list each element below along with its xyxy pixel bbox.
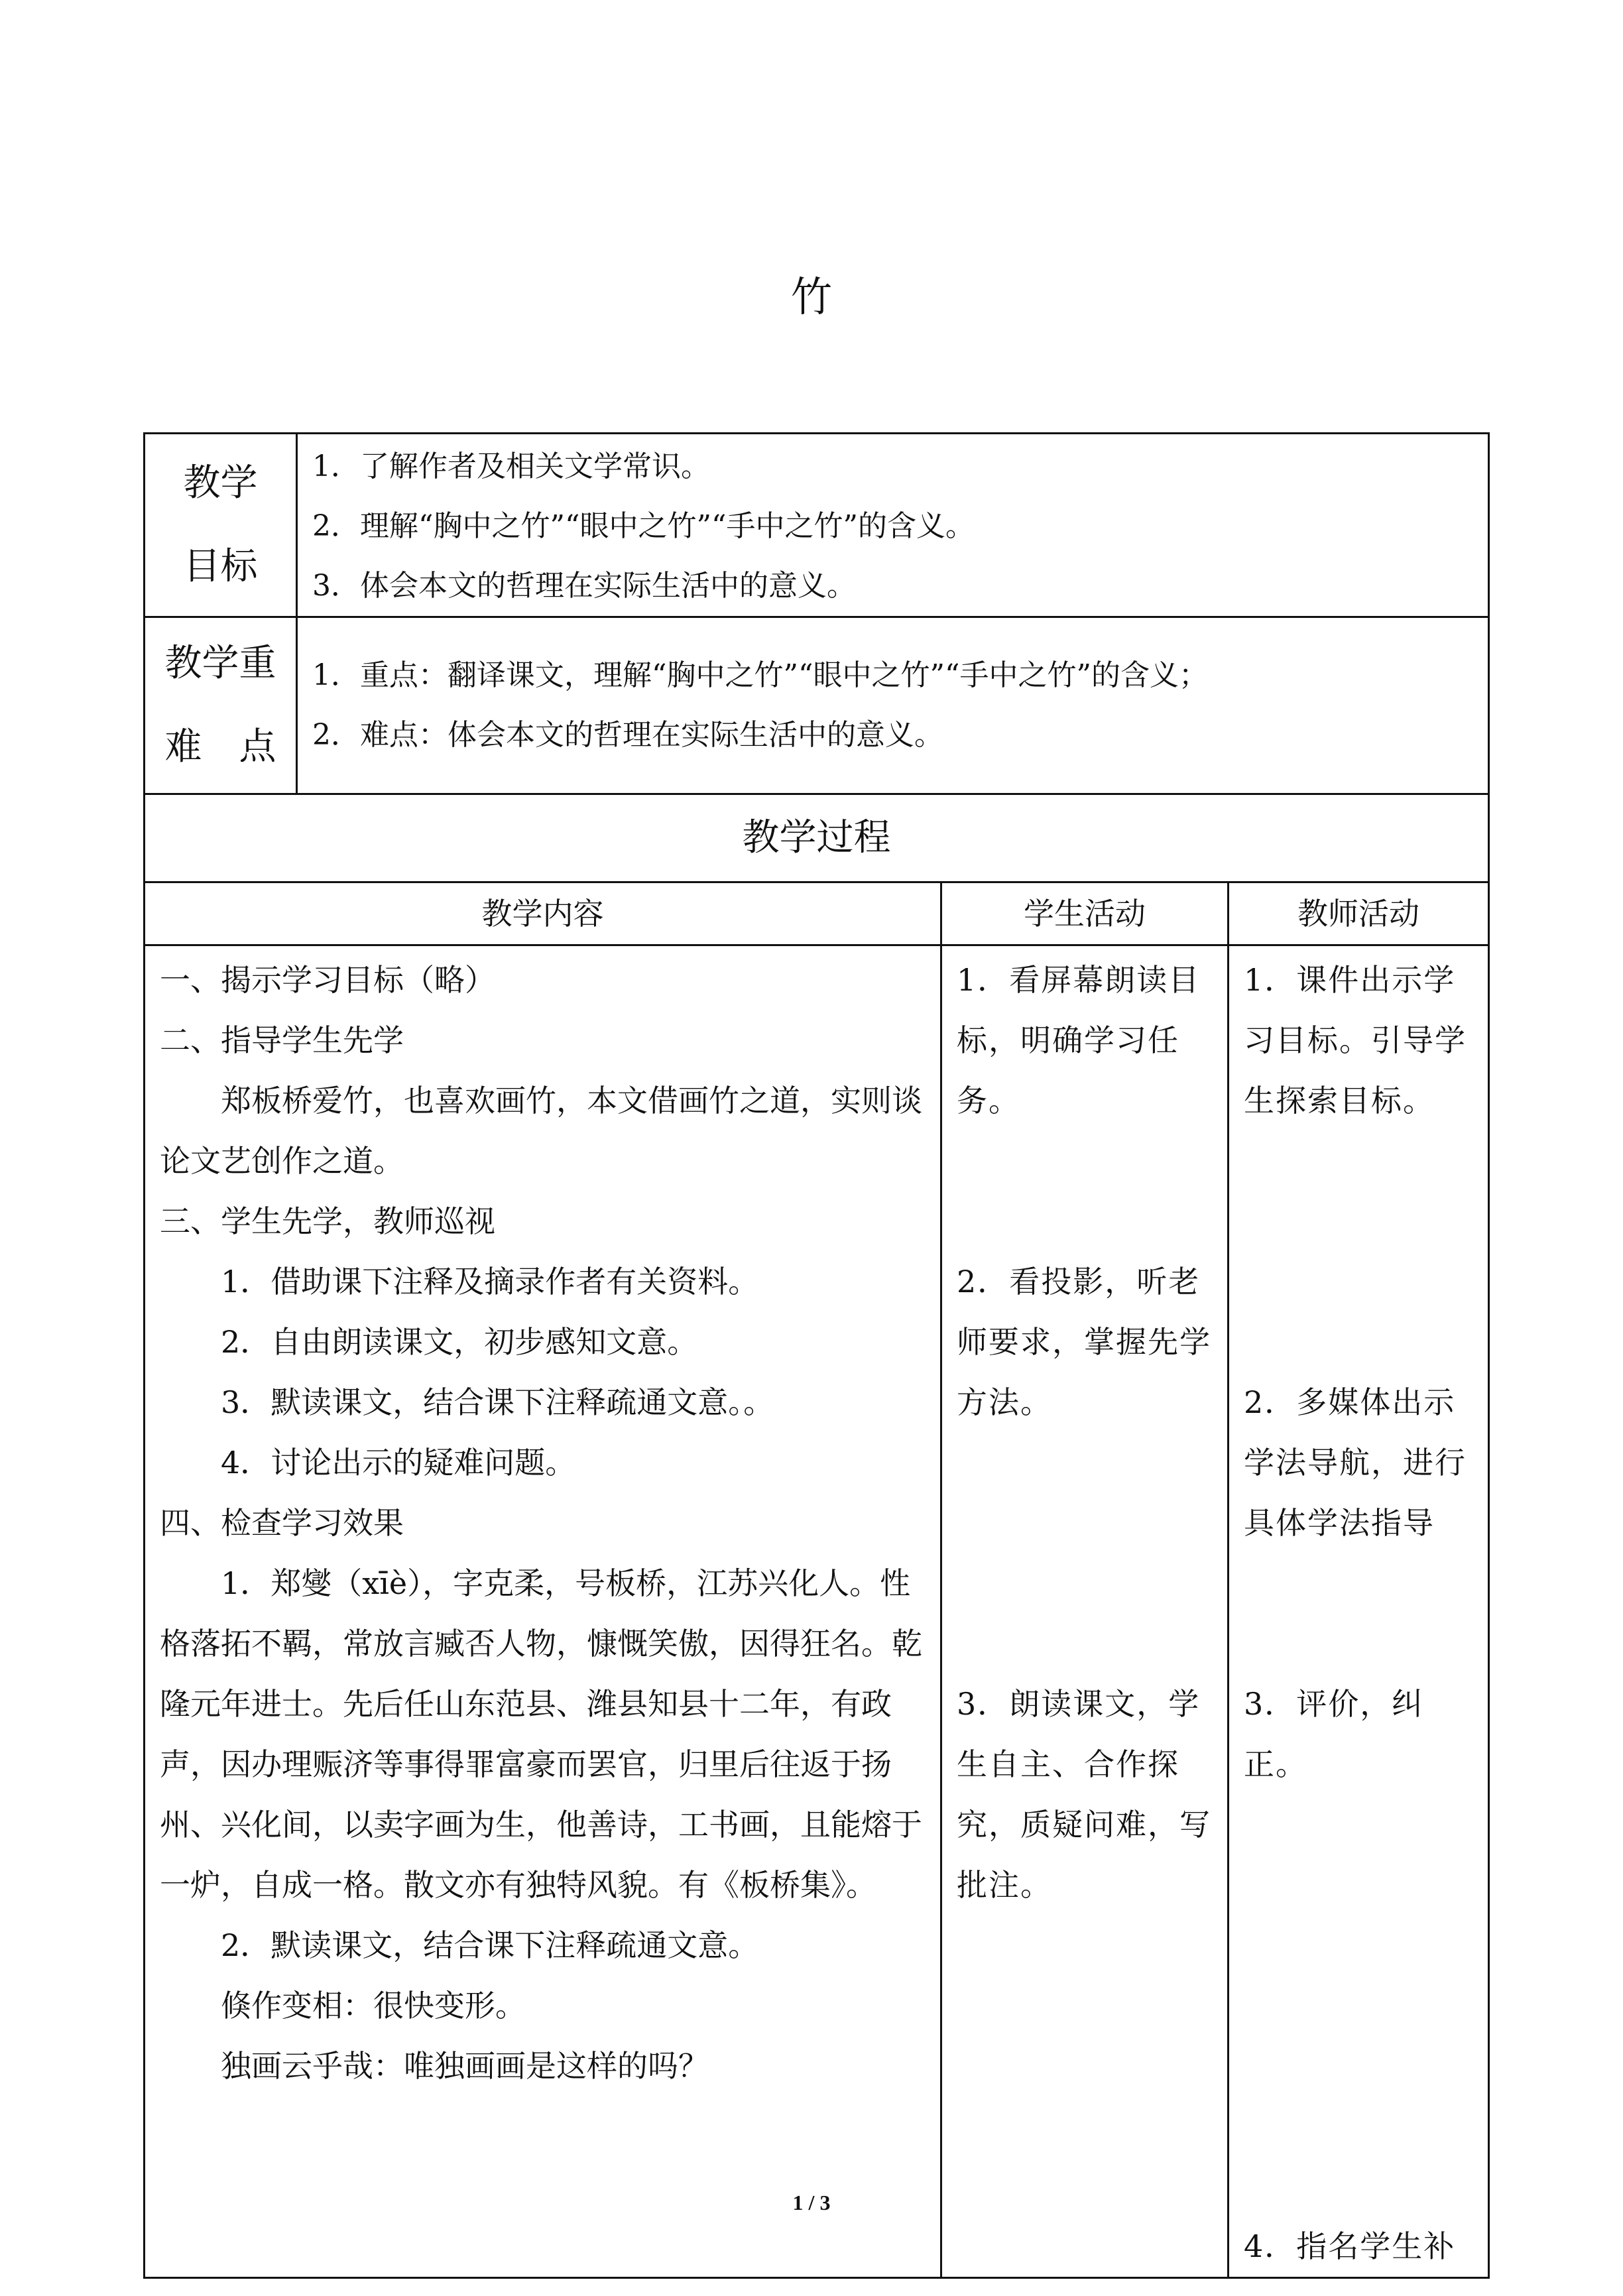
process-header: 教学过程: [145, 794, 1489, 882]
column-header-content: 教学内容: [145, 882, 941, 945]
student-activity: 2．看投影，听老师要求，掌握先学方法。: [957, 1264, 1211, 1420]
student-activity: 1．看屏幕朗读目标，明确学习任务。: [957, 962, 1201, 1118]
key-points-label: 教学重 难 点: [145, 617, 297, 794]
content-line: 一、揭示学习目标（略）: [160, 962, 495, 998]
key-point-item: 1．重点：翻译课文，理解“胸中之竹”“眼中之竹”“手中之竹”的含义；: [312, 658, 1208, 692]
objectives-list: [297, 434, 1489, 617]
content-line: 二、指导学生先学: [160, 1022, 404, 1058]
key-points-row: [145, 617, 1489, 794]
content-line: 2．自由朗读课文，初步感知文意。: [221, 1324, 698, 1360]
objective-item: 2．理解“胸中之竹”“眼中之竹”“手中之竹”的含义。: [312, 509, 975, 543]
column-header-row: [145, 882, 1489, 945]
teacher-activity: 1．课件出示学习目标。引导学生探索目标。: [1244, 962, 1467, 1118]
content-line: 倏作变相：很快变形。: [221, 1988, 526, 2024]
objective-item: 3．体会本文的哲理在实际生活中的意义。: [312, 569, 856, 603]
teacher-activities: [1229, 945, 1489, 2278]
page-number: 1 / 3: [792, 2191, 831, 2214]
key-points-list: [297, 617, 1489, 794]
content-line: 1．郑燮（xīè），字克柔，号板桥，江苏兴化人。性格落拓不羁，常放言臧否人物，慷慨笑傲，因得狂名。乾隆元年进士。先后任山东范县、潍县知县十二年，有政声，因办理赈济等事得罪富豪而罢官，归里后往返于扬州、兴化间，以卖字画为生，他善诗，工书画，且能熔于一炉，自成一格。散文亦有独特风貌。有《板桥集》。: [160, 1565, 922, 1903]
student-activity: 3．朗读课文，学生自主、合作探究，质疑问难，写批注。: [957, 1686, 1211, 1903]
teacher-activity: 2．多媒体出示学法导航，进行具体学法指导: [1244, 1384, 1467, 1541]
teacher-activity: 4．指名学生补: [1244, 2228, 1456, 2264]
objective-item: 1．了解作者及相关文学常识。: [312, 450, 710, 483]
content-line: 独画云乎哉：唯独画画是这样的吗？: [221, 2048, 709, 2084]
document-title: 竹: [790, 272, 832, 321]
content-line: 1．借助课下注释及摘录作者有关资料。: [221, 1264, 759, 1299]
content-line: 三、学生先学，教师巡视: [160, 1203, 495, 1239]
objectives-label: 教学 目标: [145, 434, 297, 617]
content-line: 2．默读课文，结合课下注释疏通文意。: [221, 1927, 759, 1963]
content-line: 郑板桥爱竹，也喜欢画竹，本文借画竹之道，实则谈论文艺创作之道。: [160, 1083, 922, 1179]
column-header-student: 学生活动: [941, 882, 1229, 945]
student-activities: [941, 945, 1229, 2278]
content-line: 4．讨论出示的疑难问题。: [221, 1445, 576, 1480]
content-line: 四、检查学习效果: [160, 1505, 404, 1541]
lesson-plan-table: [143, 432, 1490, 2279]
key-point-item: 2．难点：体会本文的哲理在实际生活中的意义。: [312, 718, 943, 752]
process-header-row: [145, 794, 1489, 882]
content-line: 3．默读课文，结合课下注释疏通文意。。: [221, 1384, 774, 1420]
teaching-content: [145, 945, 941, 2278]
column-header-teacher: 教师活动: [1229, 882, 1489, 945]
process-body-row: [145, 945, 1489, 2278]
teacher-activity: 3．评价，纠正。: [1244, 1686, 1424, 1782]
objectives-row: [145, 434, 1489, 617]
